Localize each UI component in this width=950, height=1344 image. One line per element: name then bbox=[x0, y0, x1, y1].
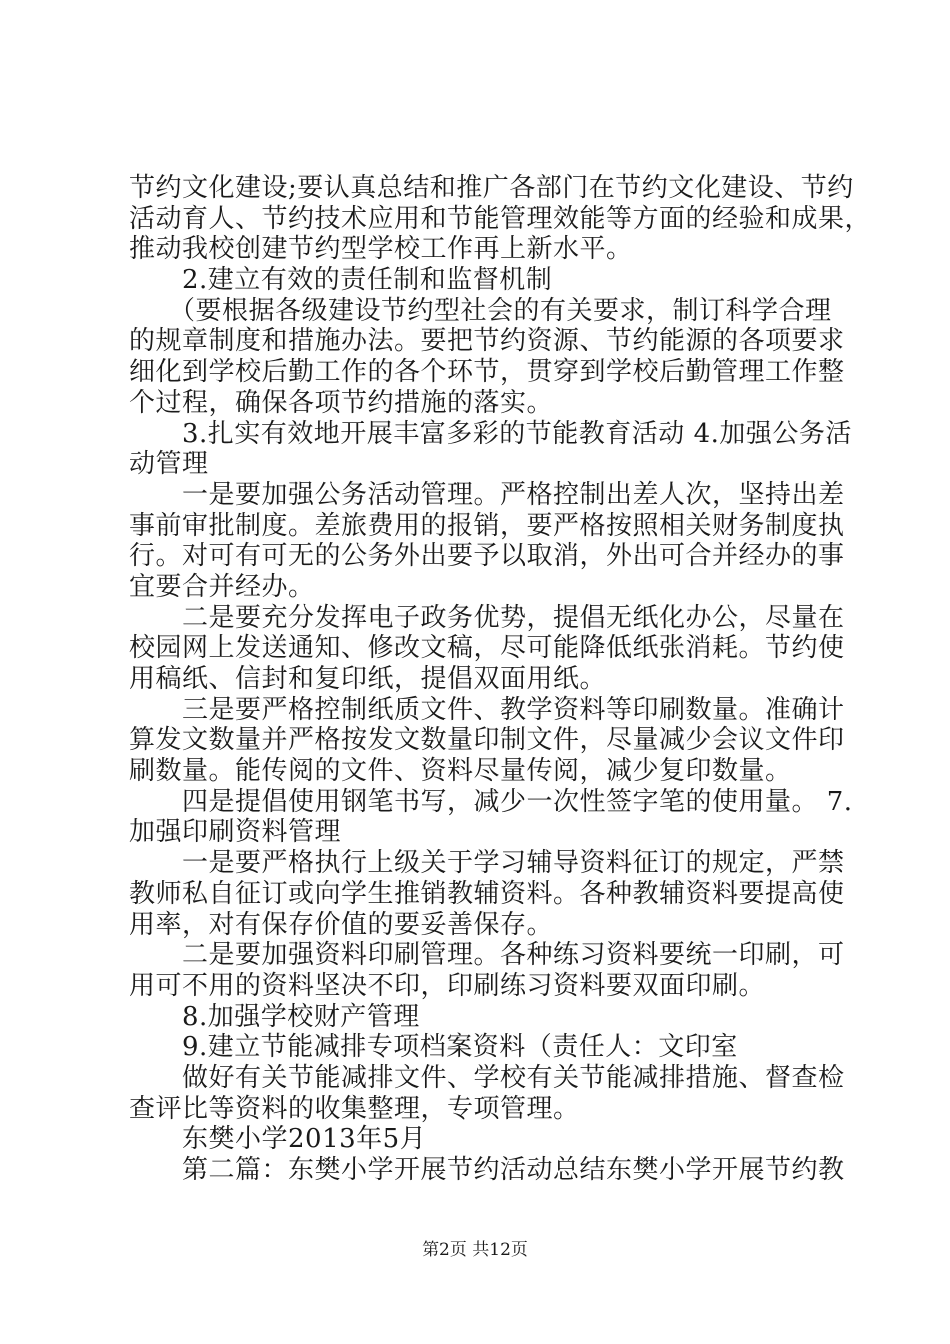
text-line: 刷数量。能传阅的文件、资料尽量传阅，减少复印数量。 bbox=[129, 756, 792, 786]
text-line: 用率，对有保存价值的要妥善保存。 bbox=[129, 910, 554, 940]
text-line: 教师私自征订或向学生推销教辅资料。各种教辅资料要提高使 bbox=[129, 879, 845, 909]
text-line: 二是要加强资料印刷管理。各种练习资料要统一印刷，可 bbox=[129, 940, 845, 970]
text-line: 宜要合并经办。 bbox=[129, 572, 315, 602]
text-line: 二是要充分发挥电子政务优势，提倡无纸化办公，尽量在 bbox=[129, 603, 845, 633]
text-line: 推动我校创建节约型学校工作再上新水平。 bbox=[129, 234, 633, 264]
text-line: （要根据各级建设节约型社会的有关要求，制订科学合理 bbox=[129, 296, 832, 326]
text-line: 四是提倡使用钢笔书写，减少一次性签字笔的使用量。 7. bbox=[129, 787, 853, 817]
text-line: 一是要加强公务活动管理。严格控制出差人次，坚持出差 bbox=[129, 480, 845, 510]
text-line: 个过程，确保各项节约措施的落实。 bbox=[129, 388, 554, 418]
text-line: 2.建立有效的责任制和监督机制 bbox=[129, 265, 553, 295]
page-footer: 第2页 共12页 bbox=[422, 1240, 528, 1260]
text-line: 9.建立节能减排专项档案资料（责任人：文印室 bbox=[129, 1032, 738, 1062]
text-line: 8.加强学校财产管理 bbox=[129, 1002, 420, 1032]
text-line: 第二篇：东樊小学开展节约活动总结东樊小学开展节约教 bbox=[129, 1155, 845, 1185]
text-line: 三是要严格控制纸质文件、教学资料等印刷数量。准确计 bbox=[129, 695, 845, 725]
text-line: 的规章制度和措施办法。要把节约资源、节约能源的各项要求 bbox=[129, 326, 845, 356]
text-line: 用可不用的资料坚决不印，印刷练习资料要双面印刷。 bbox=[129, 971, 766, 1001]
text-line: 细化到学校后勤工作的各个环节，贯穿到学校后勤管理工作整 bbox=[129, 357, 845, 387]
text-line: 3.扎实有效地开展丰富多彩的节能教育活动 4.加强公务活 bbox=[129, 419, 852, 449]
text-line: 事前审批制度。差旅费用的报销，要严格按照相关财务制度执 bbox=[129, 511, 845, 541]
text-line: 动管理 bbox=[129, 449, 209, 479]
text-line: 算发文数量并严格按发文数量印制文件，尽量减少会议文件印 bbox=[129, 725, 845, 755]
text-line: 行。对可有可无的公务外出要予以取消，外出可合并经办的事 bbox=[129, 541, 845, 571]
text-line: 活动育人、节约技术应用和节能管理效能等方面的经验和成果， bbox=[129, 204, 872, 234]
text-line: 查评比等资料的收集整理，专项管理。 bbox=[129, 1094, 580, 1124]
text-line: 做好有关节能减排文件、学校有关节能减排措施、督查检 bbox=[129, 1063, 845, 1093]
text-line: 节约文化建设;要认真总结和推广各部门在节约文化建设、节约 bbox=[129, 173, 854, 203]
text-line: 校园网上发送通知、修改文稿，尽可能降低纸张消耗。节约使 bbox=[129, 633, 845, 663]
text-line: 东樊小学2013年5月 bbox=[129, 1124, 427, 1154]
text-line: 加强印刷资料管理 bbox=[129, 817, 342, 847]
text-line: 一是要严格执行上级关于学习辅导资料征订的规定，严禁 bbox=[129, 848, 845, 878]
text-line: 用稿纸、信封和复印纸，提倡双面用纸。 bbox=[129, 664, 607, 694]
